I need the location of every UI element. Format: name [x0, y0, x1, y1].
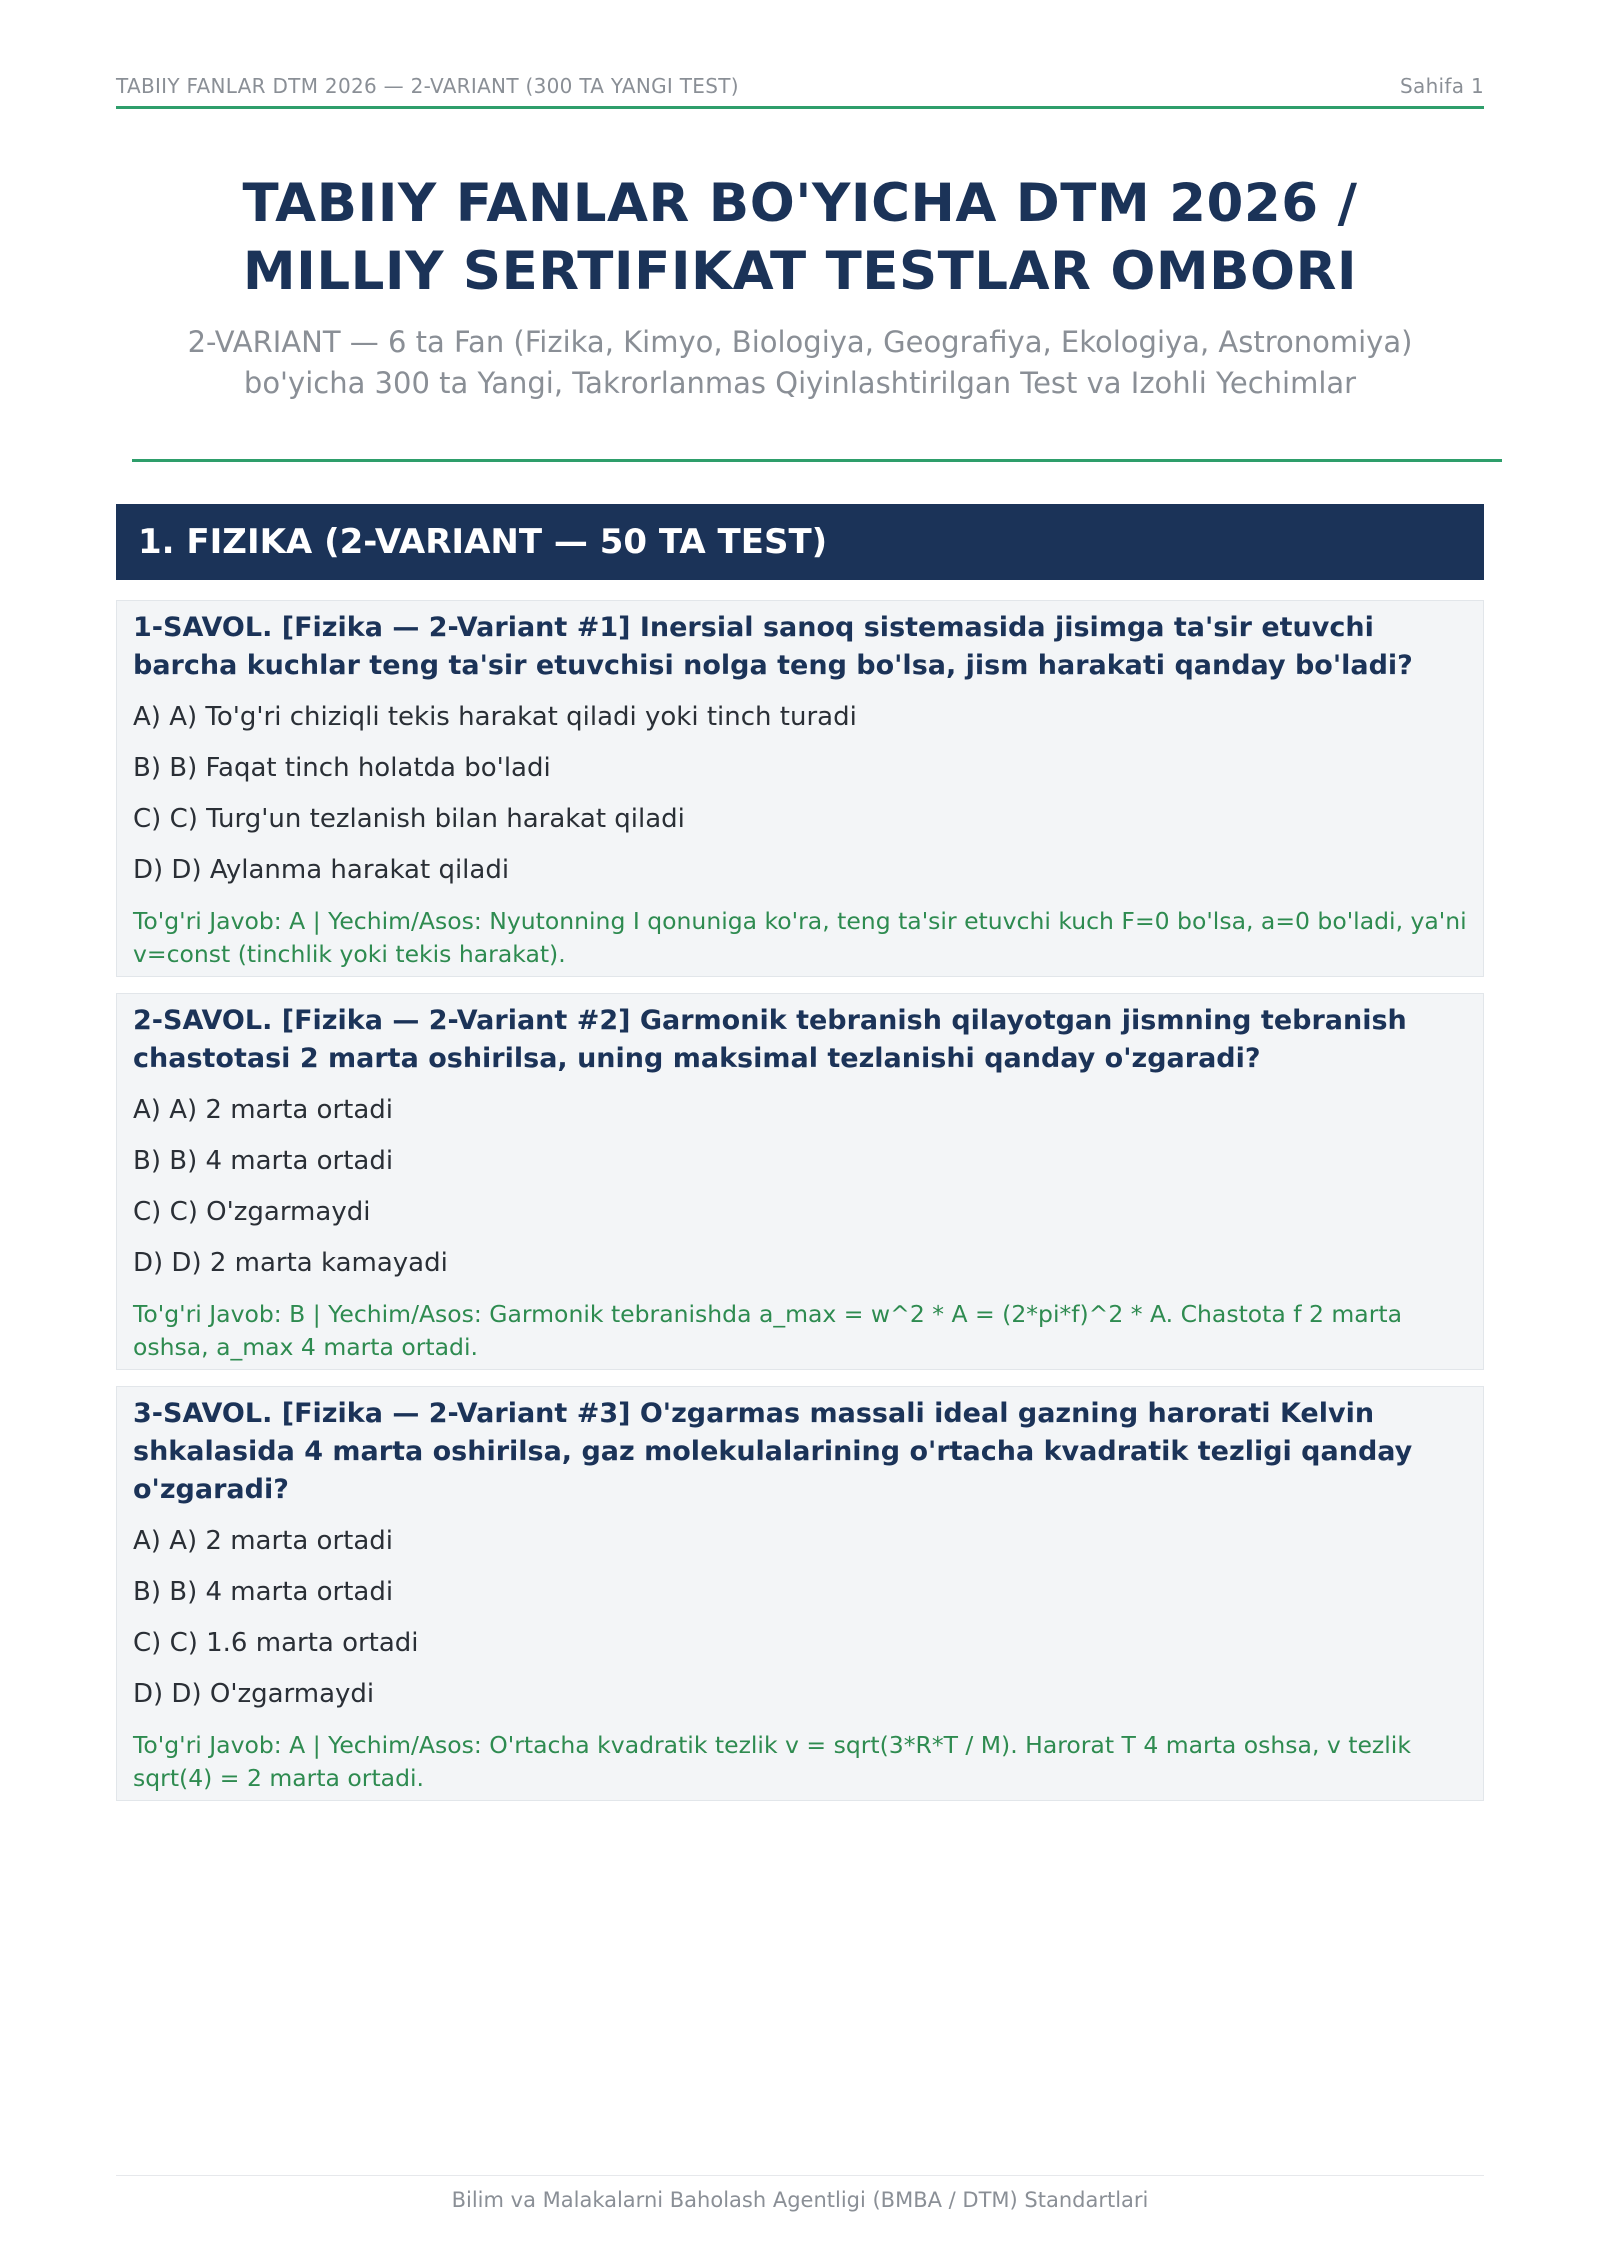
- footer-divider: [116, 2175, 1484, 2176]
- header-document-title: TABIIY FANLAR DTM 2026 — 2-VARIANT (300 TA YANGI TEST): [116, 74, 739, 98]
- question-text: 1-SAVOL. [Fizika — 2-Variant #1] Inersial sanoq sistemasida jisimga ta'sir etuvchi barcha kuchlar teng ta'sir etuvchisi nolga teng bo'lsa, jism harakati qanday bo'ladi?: [133, 612, 1413, 681]
- option-c: C) C) 1.6 marta ortadi: [133, 1628, 419, 1658]
- option-a: A) A) To'g'ri chiziqli tekis harakat qiladi yoki tinch turadi: [133, 702, 857, 732]
- document-subtitle-line-2: bo'yicha 300 ta Yangi, Takrorlanmas Qiyinlashtirilgan Test va Izohli Yechimlar: [243, 366, 1357, 400]
- document-title-line-2: MILLIY SERTIFIKAT TESTLAR OMBORI: [242, 241, 1358, 302]
- title-divider: [132, 459, 1502, 462]
- option-b: B) B) 4 marta ortadi: [133, 1146, 394, 1176]
- document-title-line-1: TABIIY FANLAR BO'YICHA DTM 2026 /: [242, 173, 1358, 234]
- question-card: [116, 1386, 1484, 1801]
- page-footer: Bilim va Malakalarni Baholash Agentligi (BMBA / DTM) Standartlari: [451, 2188, 1149, 2212]
- option-c: C) C) Turg'un tezlanish bilan harakat qiladi: [133, 804, 685, 834]
- option-d: D) D) 2 marta kamayadi: [133, 1248, 448, 1278]
- question-text: 3-SAVOL. [Fizika — 2-Variant #3] O'zgarmas massali ideal gazning harorati Kelvin shkalasida 4 marta oshirilsa, gaz molekulalarining o'rtacha kvadratik tezligi qanday o'zgaradi?: [133, 1398, 1413, 1505]
- option-c: C) C) O'zgarmaydi: [133, 1197, 371, 1227]
- question-card: [116, 993, 1484, 1370]
- option-b: B) B) 4 marta ortadi: [133, 1577, 394, 1607]
- question-card: [116, 600, 1484, 977]
- section-heading: 1. FIZIKA (2-VARIANT — 50 TA TEST): [116, 504, 1484, 580]
- option-a: A) A) 2 marta ortadi: [133, 1526, 393, 1556]
- answer-explanation: To'g'ri Javob: B | Yechim/Asos: Garmonik tebranishda a_max = w^2 * A = (2*pi*f)^2 * A. Chastota f 2 marta oshsa, a_max 4 marta ortadi.: [133, 1300, 1402, 1361]
- document-subtitle: [116, 322, 1484, 404]
- option-b: B) B) Faqat tinch holatda bo'ladi: [133, 753, 551, 783]
- option-d: D) D) O'zgarmaydi: [133, 1679, 375, 1709]
- option-a: A) A) 2 marta ortadi: [133, 1095, 393, 1125]
- header-page-number: Sahifa 1: [1400, 74, 1484, 98]
- page-header: [116, 70, 1484, 109]
- answer-explanation: To'g'ri Javob: A | Yechim/Asos: Nyutonning I qonuniga ko'ra, teng ta'sir etuvchi kuch F=0 bo'lsa, a=0 bo'ladi, ya'ni v=const (tinchlik yoki tekis harakat).: [133, 907, 1467, 968]
- question-text: 2-SAVOL. [Fizika — 2-Variant #2] Garmonik tebranish qilayotgan jismning tebranish chastotasi 2 marta oshirilsa, uning maksimal tezlanishi qanday o'zgaradi?: [133, 1005, 1407, 1074]
- option-d: D) D) Aylanma harakat qiladi: [133, 855, 510, 885]
- document-title: [116, 170, 1484, 306]
- answer-explanation: To'g'ri Javob: A | Yechim/Asos: O'rtacha kvadratik tezlik v = sqrt(3*R*T / M). Harorat T 4 marta oshsa, v tezlik sqrt(4) = 2 marta ortadi.: [133, 1731, 1411, 1792]
- document-subtitle-line-1: 2-VARIANT — 6 ta Fan (Fizika, Kimyo, Biologiya, Geografiya, Ekologiya, Astronomiya): [187, 325, 1413, 359]
